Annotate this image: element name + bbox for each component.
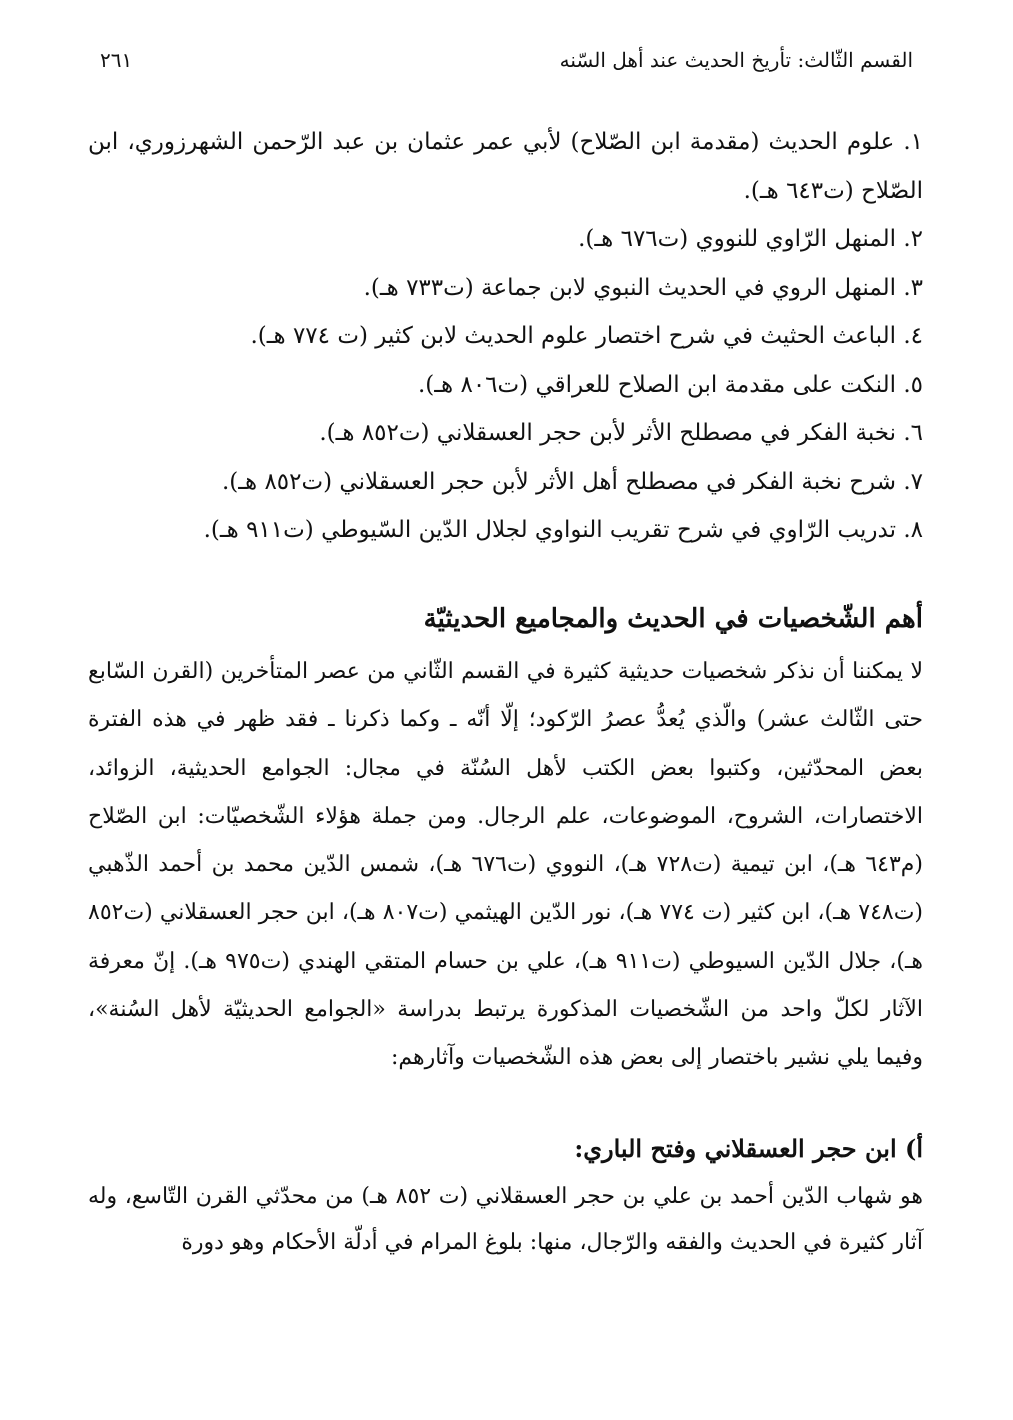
list-item: ٥. النكت على مقدمة ابن الصلاح للعراقي (ت٨٠٦ هـ). bbox=[418, 371, 923, 398]
page-number: ٢٦١ bbox=[100, 48, 133, 72]
list-item: ١. علوم الحديث (مقدمة ابن الصّلاح) لأبي عمر عثمان بن عبد الرّحمن الشهرزوري، ابن الصّلاح (ت٦٤٣ هـ). bbox=[88, 129, 923, 204]
running-header bbox=[100, 40, 913, 80]
list-item: ٤. الباعث الحثيث في شرح اختصار علوم الحديث لابن كثير (ت ٧٧٤ هـ). bbox=[250, 323, 923, 349]
list-item: ٦. نخبة الفكر في مصطلح الأثر لأبن حجر العسقلاني (ت٨٥٢ هـ). bbox=[319, 420, 923, 446]
subsection-heading: أ) ابن حجر العسقلاني وفتح الباري: bbox=[574, 1134, 923, 1163]
section-paragraph: لا يمكننا أن نذكر شخصيات حديثية كثيرة في القسم الثّاني من عصر المتأخرين (القرن السّابع حتى الثّالث عشر) والّذي يُعدُّ عصرُ الرّكود؛ إلّا أنّه ـ وكما ذكرنا ـ فقد ظهر في هذه الفترة بعض المحدّثين، وكتبوا بعض الكتب لأهل السُنّة في مجال: الجوامع الحديثية، الزوائد، الاختصارات، الشروح، الموضوعات، علم الرجال. ومن جملة هؤلاء الشّخصيّات: ابن الصّلاح (م٦٤٣ هـ)، ابن تيمية (ت٧٢٨ هـ)، النووي (ت٦٧٦ هـ)، شمس الدّين محمد بن أحمد الذّهبي (ت٧٤٨ هـ)، ابن كثير (ت ٧٧٤ هـ)، نور الدّين الهيثمي (ت٨٠٧ هـ)، ابن حجر العسقلاني (ت٨٥٢ هـ)، جلال الدّين السيوطي (ت٩١١ هـ)، علي بن حسام المتقي الهندي (ت٩٧٥ هـ). إنّ معرفة الآثار لكلّ واحد من الشّخصيات المذكورة يرتبط بدراسة «الجوامع الحديثيّة لأهل السُنة»، وفيما يلي نشير باختصار إلى بعض هذه الشّخصيات وآثارهم: bbox=[88, 659, 924, 1071]
list-item: ٣. المنهل الروي في الحديث النبوي لابن جماعة (ت٧٣٣ هـ). bbox=[363, 274, 923, 301]
list-item: ٨. تدريب الرّاوي في شرح تقريب النواوي لجلال الدّين السّيوطي (ت٩١١ هـ). bbox=[203, 517, 923, 543]
book-list bbox=[88, 118, 923, 555]
running-title: القسم الثّالث: تأريخ الحديث عند أهل السّنه bbox=[559, 48, 913, 72]
list-item: ٧. شرح نخبة الفكر في مصطلح أهل الأثر لأبن حجر العسقلاني (ت٨٥٢ هـ). bbox=[221, 468, 923, 495]
list-item: ٢. المنهل الرّاوي للنووي (ت٦٧٦ هـ). bbox=[578, 226, 923, 252]
subsection-paragraph: هو شهاب الدّين أحمد بن علي بن حجر العسقلاني (ت ٨٥٢ هـ) من محدّثي القرن التّاسع، وله آثار كثيرة في الحديث والفقه والرّجال، منها: بلوغ المرام في أدلّة الأحكام وهو دورة bbox=[88, 1184, 923, 1255]
section-heading: أهم الشّخصيات في الحديث والمجاميع الحديثيّة bbox=[423, 604, 923, 634]
